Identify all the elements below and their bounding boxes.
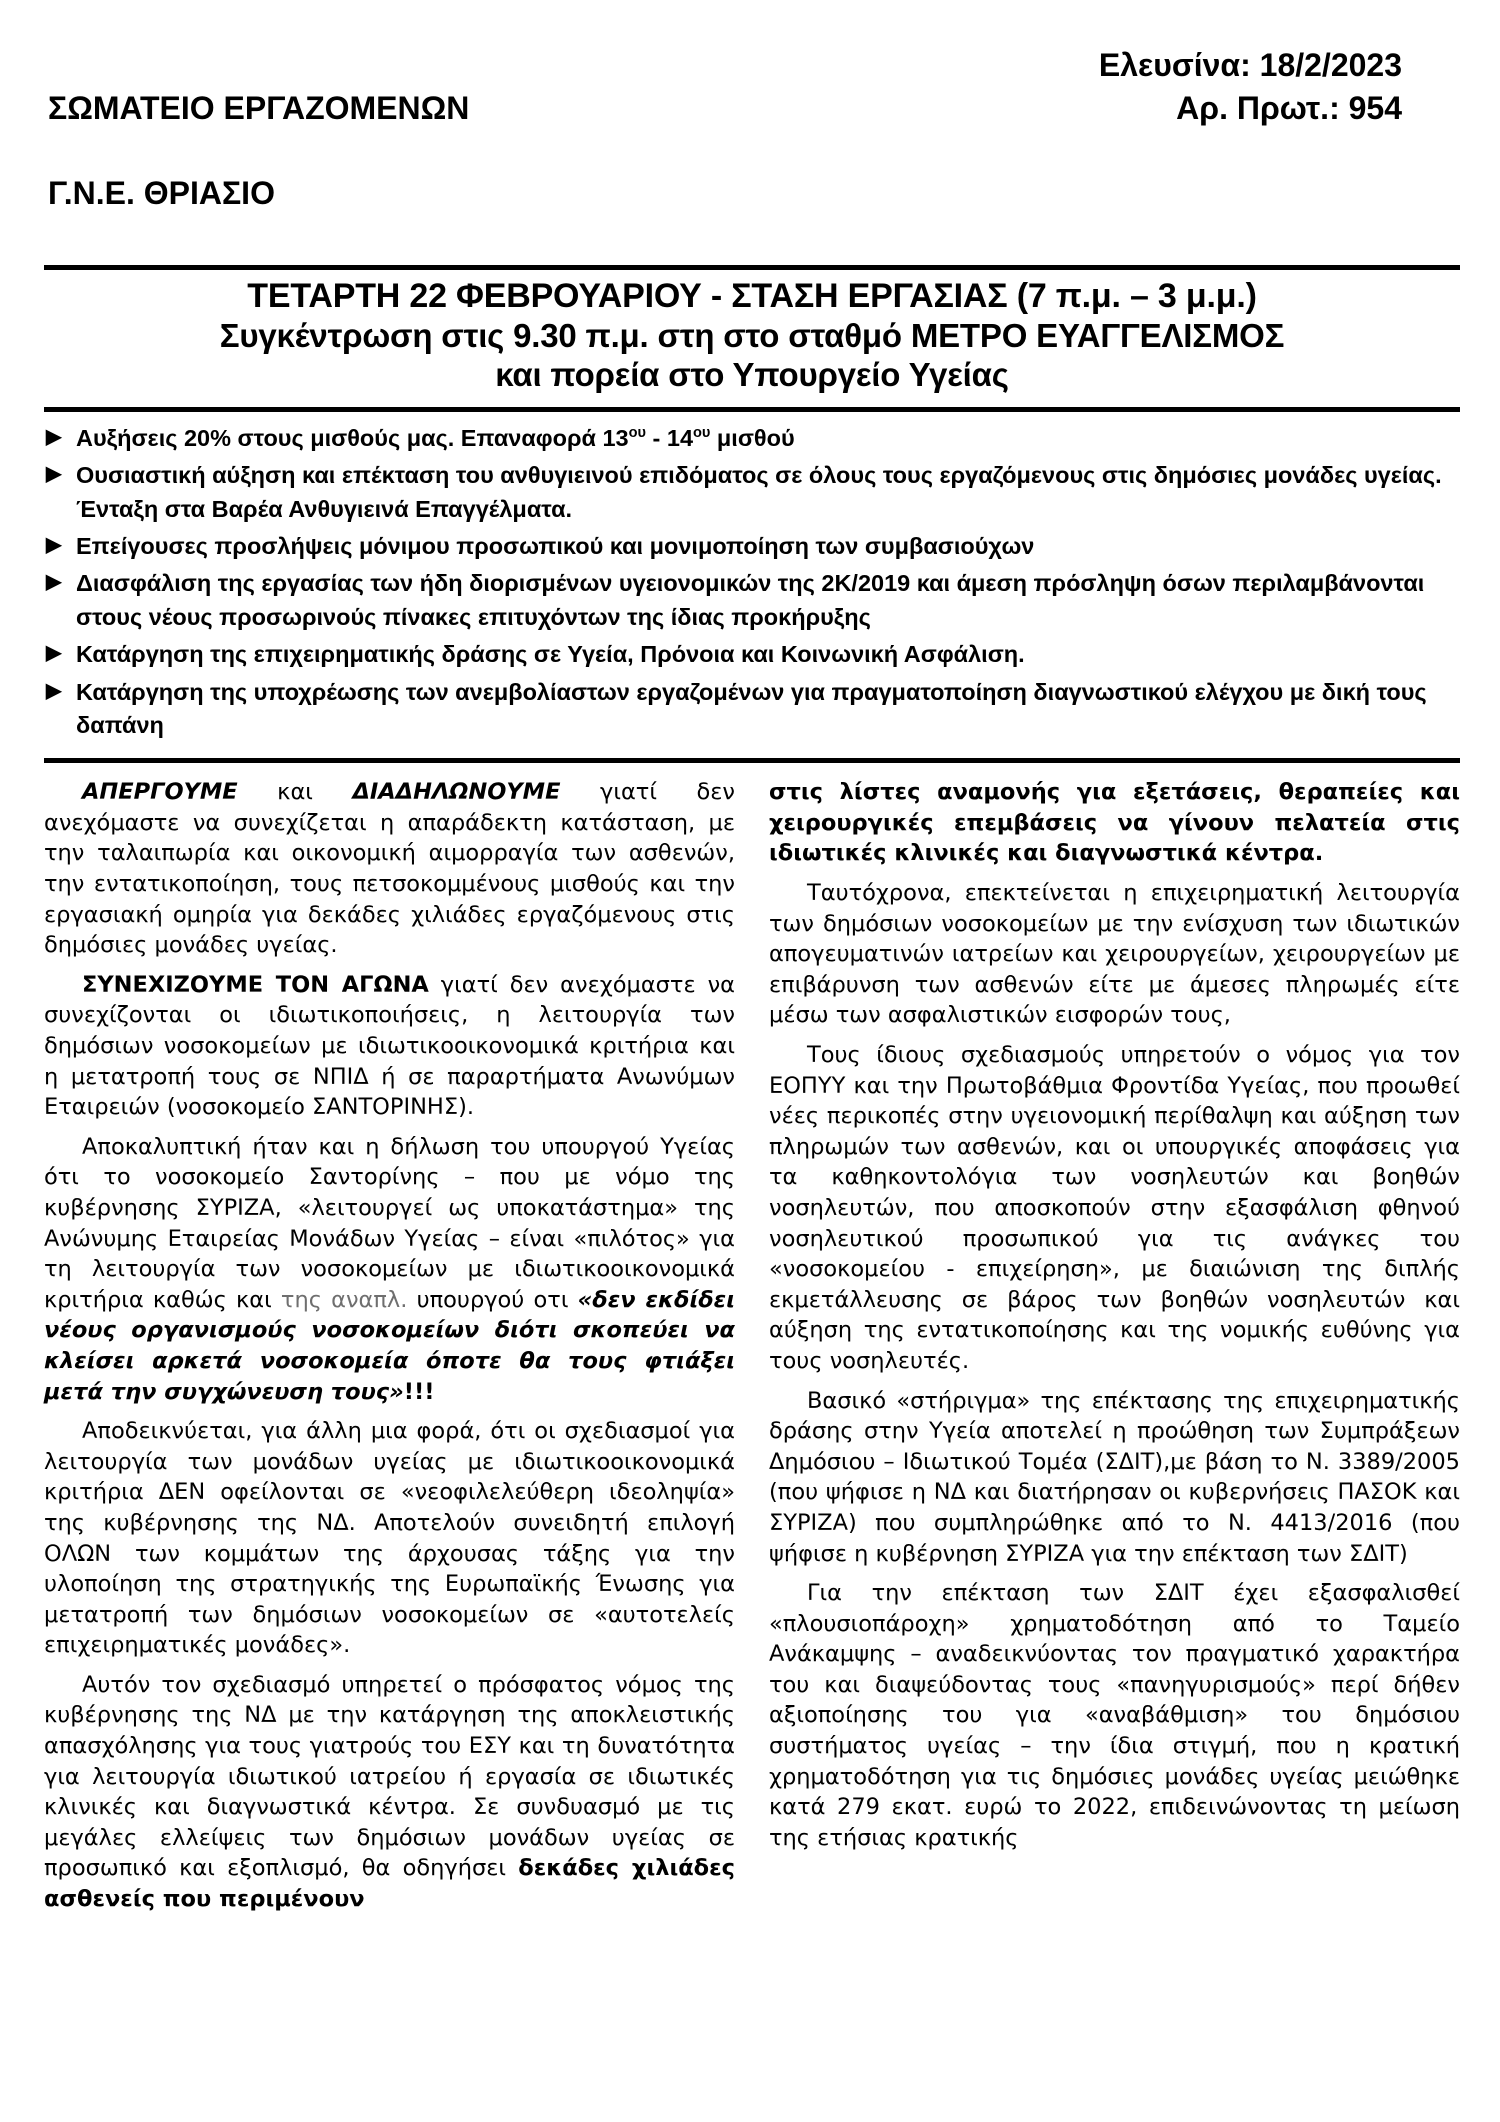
- minister-quote: «δεν εκδίδει νέους οργανισμούς νοσοκομείων διότι σκοπεύει να κλείσει αρκετά νοσοκομεία όποτε θα τους φτιάξει μετά την συγχώνευση τους»: [44, 1286, 735, 1405]
- document-meta-block: [1099, 44, 1452, 129]
- p1-conjunction: και: [237, 779, 353, 806]
- body-column-left: [44, 777, 735, 1923]
- demand-1-post: μισθού: [710, 425, 795, 452]
- masthead: [44, 44, 1460, 257]
- p3-gray-fragment: της αναπλ.: [280, 1286, 408, 1313]
- triangle-bullet-icon: ▶: [46, 679, 62, 702]
- paragraph-proof: Αποδεικνύεται, για άλλη μια φορά, ότι οι σχεδιασμοί για λειτουργία των μονάδων υγείας με ιδιωτικοοικονομικά κριτήρια ΔΕΝ οφείλονται σε «νεοφιλελεύθερη ιδεοληψία» της κυβέρνησης της ΝΔ. Αποτελούν συνειδητή επιλογή ΟΛΩΝ των κομμάτων της άρχουσας τάξης για την υλοποίηση της στρατηγικής της Ευρωπαϊκής Ένωσης για μετατροπή των δημόσιων νοσοκομείων σε «αυτοτελείς επιχειρηματικές μονάδες».: [44, 1418, 735, 1659]
- strike-keyword: ΑΠΕΡΓΟΥΜΕ: [82, 779, 238, 806]
- p3-part-1: Αποκαλυπτική ήταν και η δήλωση του υπουργού Υγείας ότι το νοσοκομείο Σαντορίνης – που με νόμο της κυβέρνησης ΣΥΡΙΖΑ, «λειτουργεί ως υποκατάστημα» της Ανώνυμης Εταιρείας Μονάδων Υγείας – είναι «πιλότος» για τη λειτουργία των νοσοκομείων με ιδιωτικοοικονομικά κριτήρια καθώς και: [44, 1133, 735, 1313]
- title-line-1: ΤΕΤΑΡΤΗ 22 ΦΕΒΡΟΥΑΡΙΟΥ - ΣΤΑΣΗ ΕΡΓΑΣΙΑΣ (7 π.μ. – 3 μ.μ.): [247, 276, 1257, 315]
- triangle-bullet-icon: ▶: [46, 426, 62, 449]
- demand-item: [46, 422, 1458, 455]
- demands-divider: [44, 758, 1460, 763]
- triangle-bullet-icon: ▶: [46, 534, 62, 557]
- demand-text: Διασφάλιση της εργασίας των ήδη διορισμένων υγειονομικών της 2Κ/2019 και άμεση πρόσληψη όσων περιλαμβάνονται στους νέους προσωρινούς πίνακες επιτυχόντων της ίδιας προκήρυξης: [76, 570, 1425, 630]
- demand-item: [46, 676, 1458, 743]
- demand-1-sup-1: ου: [628, 425, 646, 442]
- continue-struggle-lead: ΣΥΝΕΧΙΖΟΥΜΕ ΤΟΝ ΑΓΩΝΑ: [82, 971, 429, 998]
- paragraph-waiting-lists-continuation: στις λίστες αναμονής για εξετάσεις, θεραπείες και χειρουργικές επεμβάσεις να γίνουν πελατεία στις ιδιωτικές κλινικές και διαγνωστικά κέντρα.: [769, 779, 1460, 867]
- demand-text: Ουσιαστική αύξηση και επέκταση του ανθυγιεινού επιδόματος σε όλους τους εργαζόμενους στις δημόσιες μονάδες υγείας. Ένταξη στα Βαρέα Ανθυγιεινά Επαγγέλματα.: [76, 462, 1442, 522]
- p1-rest: γιατί δεν ανεχόμαστε να συνεχίζεται η απαράδεκτη κατάσταση, με την ταλαιπωρία και οικονομική αιμορραγία των ασθενών, την εντατικοποίηση, τους πετσοκομμένους μισθούς και την εργασιακή ομηρία για δεκάδες χιλιάδες εργαζόμενους στις δημόσιες μονάδες υγείας.: [44, 779, 735, 959]
- p3-part-2: υπουργού οτι: [407, 1286, 578, 1313]
- paragraph-continue-struggle: [44, 970, 735, 1123]
- paragraph-eopyy-law: Τους ίδιους σχεδιασμούς υπηρετούν ο νόμος για τον ΕΟΠΥΥ και την Πρωτοβάθμια Φροντίδα Υγείας, που προωθεί νέες περικοπές στην υγειονομική περίθαλψη και αύξηση των πληρωμών των ασθενών, και οι υπουργικές αποφάσεις για τα καθηκοντολόγια των νοσηλευτών και βοηθών νοσηλευτών, που αποσκοπούν στην εξασφάλιση φθηνού νοσηλευτικού προσωπικού για τις ανάγκες του «νοσοκομείου - επιχείρηση», με διαιώνιση της διπλής εκμετάλλευσης σε βάρος των βοηθών νοσηλευτών και αύξηση της εντατικοποίησης και της νομικής ευθύνης για τους νοσηλευτές.: [769, 1042, 1460, 1374]
- body-columns: [44, 777, 1460, 1923]
- p5-part-1: Αυτόν τον σχεδιασμό υπηρετεί ο πρόσφατος νόμος της κυβέρνησης της ΝΔ με την κατάργηση της αποκλειστικής απασχόλησης για τους γιατρούς του ΕΣΥ και τη δυνατότητα για λειτουργία ιδιωτικού ιατρείου ή εργασία σε ιδιωτικές κλινικές και διαγνωστικά κέντρα. Σε συνδυασμό με τις μεγάλες ελλείψεις των δημόσιων μονάδων υγείας σε προσωπικό και εξοπλισμό, θα οδηγήσει: [44, 1671, 735, 1882]
- paragraph-strike-declaration: [44, 777, 735, 961]
- p3-exclamations: !!!: [403, 1378, 435, 1405]
- p5-bold-tail: δεκάδες χιλιάδες ασθενείς που περιμένουν: [44, 1855, 735, 1913]
- demand-1-mid: - 14: [645, 425, 694, 452]
- demand-1-sup-2: ου: [693, 425, 711, 442]
- demand-item: [46, 567, 1458, 634]
- paragraph-recent-law: [44, 1670, 735, 1915]
- demand-item: [46, 530, 1458, 563]
- triangle-bullet-icon: ▶: [46, 642, 62, 665]
- body-column-right: [769, 777, 1460, 1923]
- organization-block: [48, 44, 469, 257]
- title-divider: [44, 407, 1460, 412]
- announcement-title: [44, 270, 1460, 397]
- p2-rest: γιατί δεν ανεχόμαστε να συνεχίζονται οι ιδιωτικοποιήσεις, η λειτουργία των δημόσιων νοσοκομείων με ιδιωτικοοικονομικά κριτήρια και η μετατροπή τους σε ΝΠΙΔ ή σε παραρτήματα Ανωνύμων Εταιρειών (νοσοκομείο ΣΑΝΤΟΡΙΝΗΣ).: [44, 971, 735, 1121]
- triangle-bullet-icon: ▶: [46, 463, 62, 486]
- paragraph-ppp-support: Βασικό «στήριγμα» της επέκτασης της επιχειρηματικής δράσης στην Υγεία αποτελεί η προώθηση των Συμπράξεων Δημόσιου – Ιδιωτικού Τομέα (ΣΔΙΤ),με βάση το Ν. 3389/2005 (που ψήφισε η ΝΔ και διατήρησαν οι κυβερνήσεις ΠΑΣΟΚ και ΣΥΡΙΖΑ) που συμπληρώθηκε από το Ν. 4413/2016 (που ψήφισε η κυβέρνηση ΣΥΡΙΖΑ για την επέκταση των ΣΔΙΤ): [769, 1387, 1460, 1567]
- demand-text: Κατάργηση της επιχειρηματικής δράσης σε Υγεία, Πρόνοια και Κοινωνική Ασφάλιση.: [76, 641, 1025, 668]
- protocol-number: Αρ. Πρωτ.: 954: [1176, 89, 1402, 126]
- demand-item: [46, 638, 1458, 671]
- paragraph-afternoon-clinics: Ταυτόχρονα, επεκτείνεται η επιχειρηματική λειτουργία των δημόσιων νοσοκομείων με την ενίσχυση των ιδιωτικών απογευματινών ιατρείων και χειρουργείων, χειρουργείων με επιβάρυνση των ασθενών είτε με άμεσες πληρωμές είτε μέσω των ασφαλιστικών εισφορών τους,: [769, 880, 1460, 1029]
- demand-text: [76, 422, 1458, 455]
- paragraph-recovery-fund: Για την επέκταση των ΣΔΙΤ έχει εξασφαλισθεί «πλουσιοπάροχη» χρηματοδότηση από το Ταμείο Ανάκαμψης – αναδεικνύοντας τον πραγματικό χαρακτήρα του και διαψεύδοντας τους «πανηγυρισμούς» περί δήθεν αξιοποίησης του για «αναβάθμιση» του δημόσιου συστήματος υγείας – την ίδια στιγμή, που η κρατική χρηματοδότηση για τις δημόσιες μονάδες υγείας μειώθηκε κατά 279 εκατ. ευρώ το 2022, επιδεινώνοντας τη μείωση της ετήσιας κρατικής: [769, 1580, 1460, 1851]
- organization-line-1: ΣΩΜΑΤΕΙΟ ΕΡΓΑΖΟΜΕΝΩΝ: [48, 89, 470, 126]
- title-line-2: Συγκέντρωση στις 9.30 π.μ. στη στο σταθμό ΜΕΤΡΟ ΕΥΑΓΓΕΛΙΣΜΟΣ: [219, 316, 1285, 354]
- demonstrate-keyword: ΔΙΑΔΗΛΩΝΟΥΜΕ: [352, 779, 561, 806]
- demand-text: Κατάργηση της υποχρέωσης των ανεμβολίαστων εργαζομένων για πραγματοποίηση διαγνωστικού ελέγχου με δική τους δαπάνη: [76, 678, 1427, 738]
- place-and-date: Ελευσίνα: 18/2/2023: [1098, 47, 1402, 83]
- title-line-3: και πορεία στο Υπουργείο Υγείας: [495, 356, 1009, 394]
- demands-list: [44, 418, 1460, 750]
- demand-1-pre: Αυξήσεις 20% στους μισθούς μας. Επαναφορά 13: [76, 425, 629, 452]
- demand-item: [46, 459, 1458, 526]
- paragraph-minister-statement: [44, 1132, 735, 1407]
- triangle-bullet-icon: ▶: [46, 571, 62, 594]
- demand-text: Επείγουσες προσλήψεις μόνιμου προσωπικού και μονιμοποίηση των συμβασιούχων: [76, 533, 1035, 560]
- organization-line-2: Γ.Ν.Ε. ΘΡΙΑΣΙΟ: [48, 174, 275, 211]
